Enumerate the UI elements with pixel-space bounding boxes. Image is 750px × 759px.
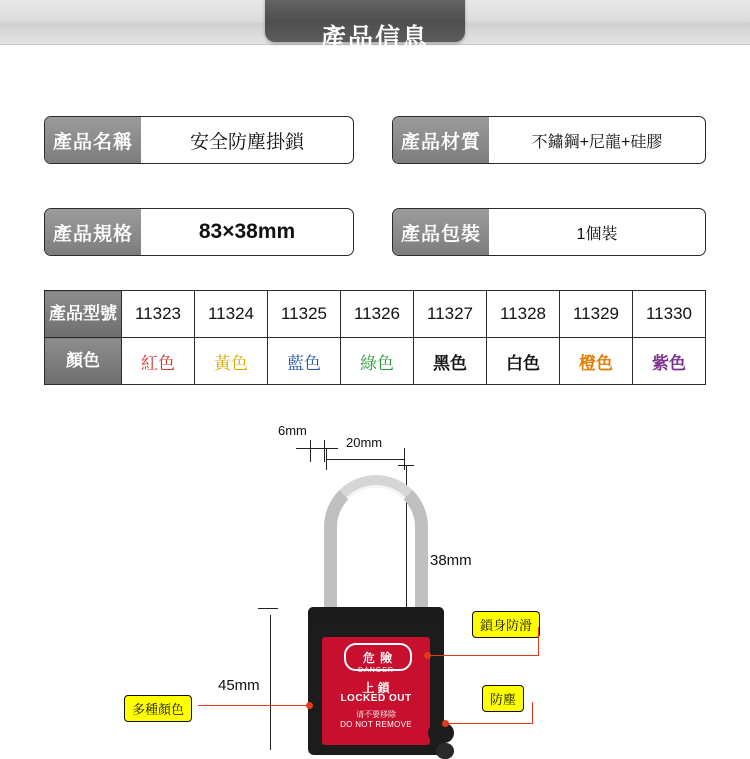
- dim-tick: [258, 608, 278, 609]
- danger-badge: 危 險: [344, 643, 412, 671]
- spec-row-packaging: [392, 208, 706, 256]
- table-cell-model: 11323: [122, 291, 195, 338]
- table-cell-color: 紅色: [122, 338, 195, 385]
- leader-line-dustproof: [448, 723, 532, 724]
- model-color-table: [44, 290, 706, 385]
- table-cell-model: 11327: [414, 291, 487, 338]
- dim-tick: [310, 440, 311, 462]
- spec-value-packaging: 1個裝: [576, 225, 618, 243]
- spec-row-material: [392, 116, 706, 164]
- table-cell-color: 藍色: [268, 338, 341, 385]
- spec-label-size: 產品規格: [45, 209, 141, 255]
- table-cell-model: 11324: [195, 291, 268, 338]
- table-cell-model: 11326: [341, 291, 414, 338]
- table-cell-color: 白色: [487, 338, 560, 385]
- table-row-colors: [45, 338, 706, 385]
- dust-cover-knob-secondary: [436, 743, 454, 759]
- table-cell-color: 黑色: [414, 338, 487, 385]
- leader-line-dustproof-vert: [532, 702, 533, 724]
- spec-label-material: 產品材質: [393, 117, 489, 163]
- spec-value-material: 不鏽鋼+尼龍+硅膠: [531, 133, 663, 151]
- spec-row-product-name: [44, 116, 354, 164]
- table-cell-model: 11330: [633, 291, 706, 338]
- table-cell-model: 11329: [560, 291, 633, 338]
- table-cell-color: 黃色: [195, 338, 268, 385]
- callout-multi-color: 多種顏色: [124, 695, 192, 722]
- leader-dot: [424, 652, 431, 659]
- dim-tick: [324, 440, 325, 462]
- leader-dot: [306, 702, 313, 709]
- page-header: [0, 0, 750, 52]
- spec-value-product-name: 安全防塵掛鎖: [190, 131, 305, 153]
- leader-line-multi-color: [198, 705, 310, 706]
- dim-label-body-height: 45mm: [218, 677, 260, 694]
- page-title: 產品信息: [320, 24, 429, 52]
- dim-tick: [404, 448, 405, 470]
- table-cell-color: 紫色: [633, 338, 706, 385]
- table-cell-model: 11325: [268, 291, 341, 338]
- dim-line-shackle-width: [326, 459, 404, 460]
- product-dimension-diagram: [0, 415, 750, 750]
- dim-label-shackle-height: 38mm: [430, 552, 472, 569]
- table-header-model: [45, 291, 122, 338]
- dim-line-body-height: [270, 615, 271, 750]
- callout-anti-slip: 鎖身防滑: [472, 611, 540, 638]
- dim-line-shackle-diameter: [296, 448, 338, 449]
- leader-line-anti-slip: [428, 655, 538, 656]
- table-cell-color: 橙色: [560, 338, 633, 385]
- dim-label-shackle-diameter: 6mm: [278, 423, 307, 438]
- lock-text-line4: DO NOT REMOVE: [340, 720, 412, 729]
- dim-label-shackle-width: 20mm: [346, 435, 383, 450]
- table-row-models: [45, 291, 706, 338]
- spec-label-packaging: 產品包裝: [393, 209, 489, 255]
- dim-tick: [398, 465, 414, 466]
- lock-text-line2: LOCKED OUT: [340, 693, 412, 704]
- danger-badge-en: DANGER: [358, 667, 394, 674]
- callout-dustproof: 防塵: [482, 685, 524, 712]
- lock-text-line3: 请不要移除: [356, 710, 396, 719]
- table-cell-color: 綠色: [341, 338, 414, 385]
- spec-label-product-name: 產品名稱: [45, 117, 141, 163]
- table-cell-model: 11328: [487, 291, 560, 338]
- dust-cover-knob: [428, 723, 454, 743]
- table-header-color: 顏色: [45, 338, 122, 385]
- leader-dot: [442, 720, 449, 727]
- padlock-illustration: [300, 475, 450, 755]
- table-header-model-label: 產品型號: [49, 304, 117, 324]
- leader-line-anti-slip-vert: [538, 627, 539, 656]
- lock-text-line1: 上 鎖: [362, 681, 390, 695]
- spec-row-size: [44, 208, 354, 256]
- spec-value-size: 83×38mm: [198, 220, 296, 243]
- shackle-highlight: [334, 485, 418, 625]
